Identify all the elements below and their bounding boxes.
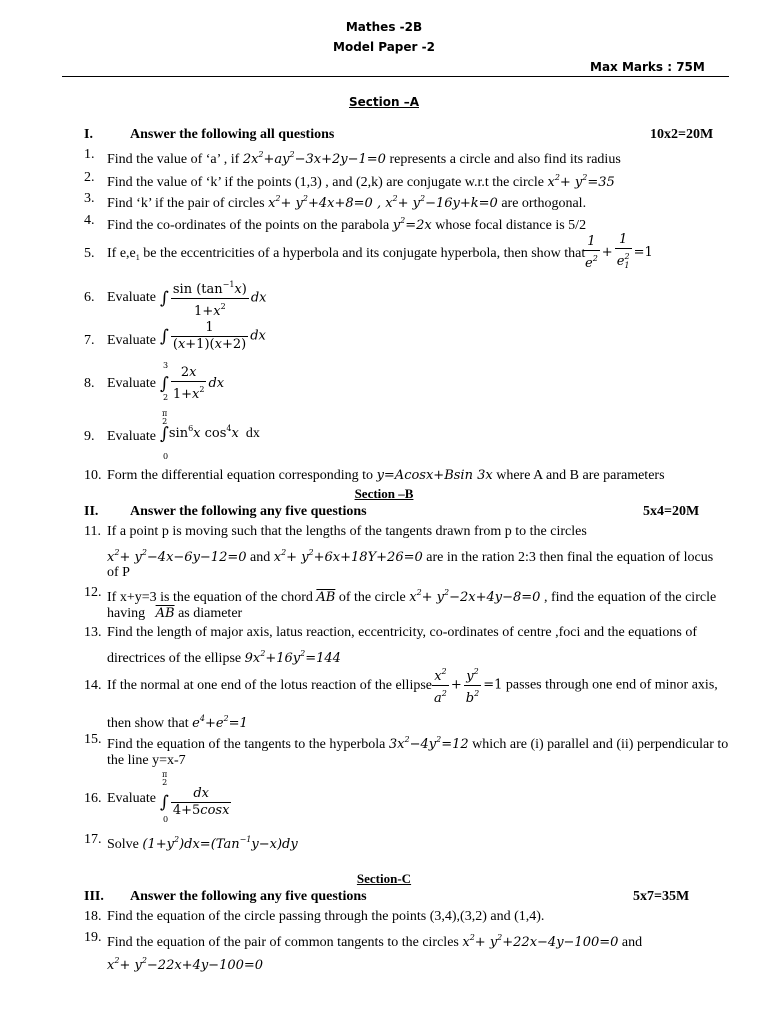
question-5-expression: $\frac{1}{e^2}$ + $\frac{1}{e_1^2}$ =1 xyxy=(585,232,653,271)
section-c-instruction: Answer the following any five questions xyxy=(130,889,367,904)
integral-lower-limit: 2 xyxy=(163,393,169,402)
integral-upper-limit: π 2 xyxy=(162,770,168,787)
section-c-marks: 5x7=35M xyxy=(633,889,690,904)
subject-title: Mathes -2B xyxy=(345,20,423,34)
question-6-integral: ∫ $\frac{\sin (\tan^{-1}x)}{1+x^2}$ dx xyxy=(160,277,267,320)
integral-upper-limit: 3 xyxy=(163,361,169,370)
equation: $x^2+ y^2-2x+4y-8=0$ xyxy=(409,588,541,605)
section-a-instruction: Answer the following all questions xyxy=(130,127,335,142)
equation: $x^2+ y^2+4x+8=0$ , $x^2+ y^2-16y+k=0$ xyxy=(268,194,498,211)
equation: y=Acosx+Bsin 3x xyxy=(376,468,493,483)
integral-lower-limit: 0 xyxy=(163,815,169,824)
section-b-instruction: Answer the following any five questions xyxy=(130,504,367,519)
section-a-number: I. xyxy=(84,127,93,142)
section-c-number: III. xyxy=(84,889,104,904)
max-marks: Max Marks : 75M xyxy=(590,60,705,74)
equation: $e^4+e^2=1$ xyxy=(192,714,248,731)
equation: $9x^2+16y^2=144$ xyxy=(244,649,341,666)
section-b-marks: 5x4=20M xyxy=(643,504,700,519)
equation: $x^2+ y^2-4x-6y-12=0$ xyxy=(107,548,247,565)
question-9-integral: $\int\sin^6x$ $\cos^4x$ dx xyxy=(160,424,260,444)
question-7-integral: ∫ $\frac{1}{(x+1)(x+2)}$ dx xyxy=(160,320,266,352)
equation: $2x^2+ay^2-3x+2y-1=0$ xyxy=(242,150,386,167)
integral-upper-limit: π 2 xyxy=(162,409,168,426)
section-b-number: II. xyxy=(84,504,99,519)
section-a-title: Section –A xyxy=(349,95,419,109)
header-divider xyxy=(62,76,729,77)
integral-lower-limit: 0 xyxy=(163,452,169,461)
question-14-expression: $\frac{x^2}{a^2}$ + $\frac{y^2}{b^2}$ =1 passes through one end of minor axis, xyxy=(430,664,718,707)
equation: $x^2+ y^2+22x-4y-100=0$ xyxy=(462,933,619,950)
equation: $x^2+ y^2+6x+18Y+26=0$ xyxy=(273,548,423,565)
equation: $x^2+ y^2-22x+4y-100=0$ xyxy=(107,956,264,973)
question-16-integral: ∫ $\frac{dx}{4+5\cos x}$ xyxy=(160,786,230,818)
equation: $y^2=2x$ xyxy=(392,216,432,233)
equation: $(1+y^2)dx=(Tan^{-1}y-x)dy$ xyxy=(142,835,298,852)
equation: $x^2+ y^2=35$ xyxy=(547,173,615,190)
paper-title: Model Paper -2 xyxy=(333,40,435,54)
section-a-marks: 10x2=20M xyxy=(650,127,714,142)
section-c-title: Section-C xyxy=(356,871,412,886)
question-8-integral: ∫ $\frac{2x}{1+x^2}$ dx xyxy=(160,365,225,402)
equation: $3x^2-4y^2=12$ xyxy=(388,735,469,752)
section-b-title: Section –B xyxy=(354,486,414,501)
